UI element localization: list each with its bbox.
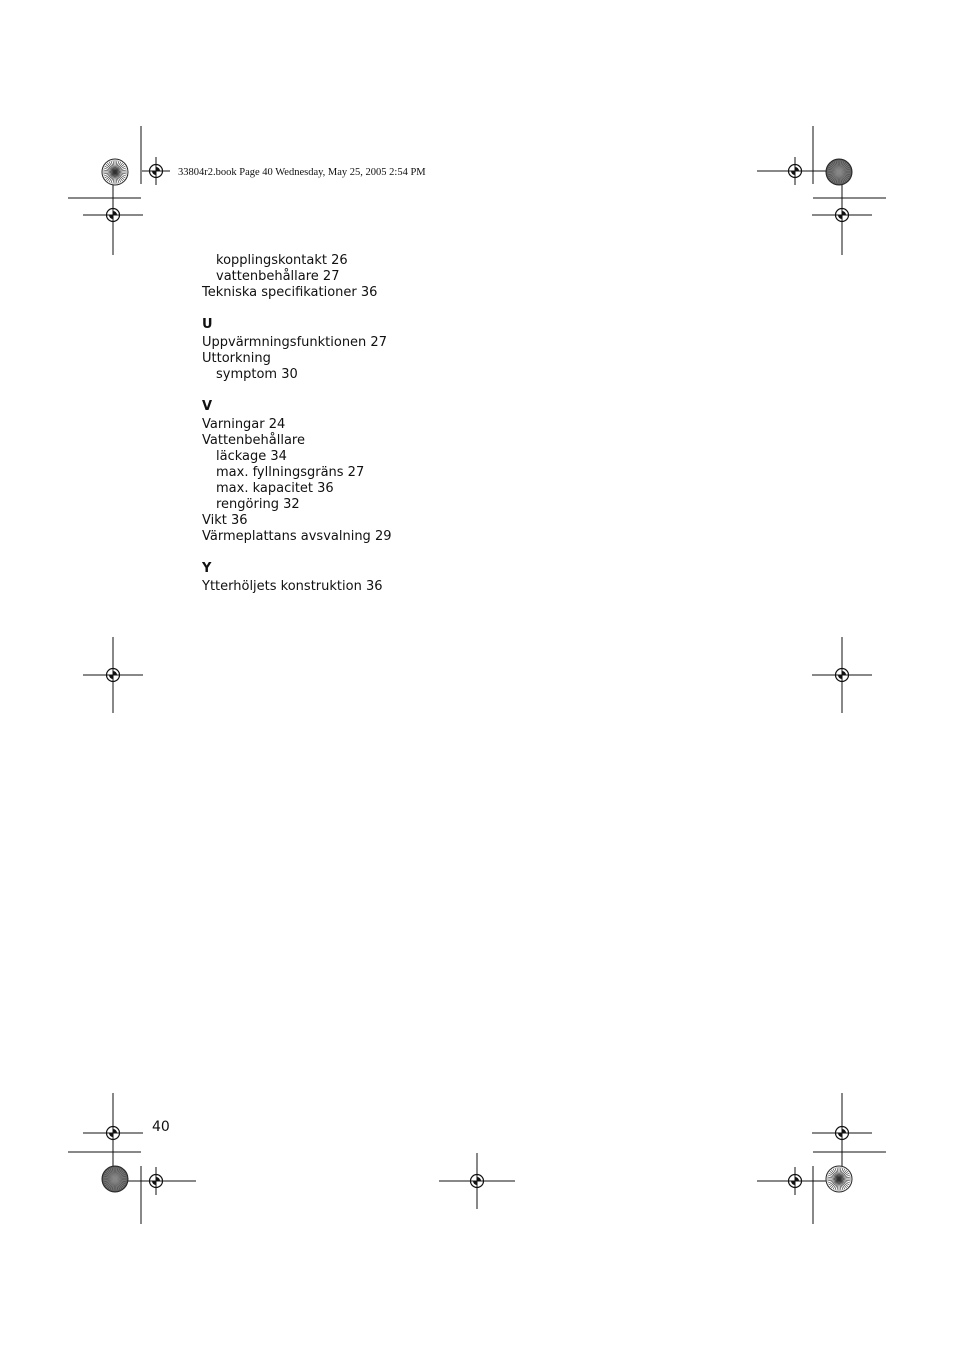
registration-mark-fill (838, 211, 846, 219)
index-subentry: kopplingskontakt 26 (216, 253, 348, 268)
index-list (202, 253, 391, 595)
print-header: 33804r2.book Page 40 Wednesday, May 25, 2005 2:54 PM (178, 167, 426, 178)
index-subentry: vattenbehållare 27 (216, 269, 340, 284)
index-entry: Vattenbehållare (202, 433, 305, 448)
index-subentry: rengöring 32 (216, 497, 300, 512)
page-number: 40 (152, 1119, 170, 1135)
registration-mark-fill (791, 1177, 799, 1185)
index-entry: Varningar 24 (202, 417, 286, 432)
registration-mark-fill (152, 1177, 160, 1185)
index-entry: Vikt 36 (202, 513, 248, 528)
registration-mark-fill (791, 167, 799, 175)
registration-mark-fill (109, 671, 117, 679)
registration-mark-fill (838, 671, 846, 679)
index-subentry: symptom 30 (216, 367, 298, 382)
registration-mark-fill (109, 211, 117, 219)
index-subentry: max. fyllningsgräns 27 (216, 465, 365, 480)
registration-mark-fill (473, 1177, 481, 1185)
index-subentry: läckage 34 (216, 449, 287, 464)
index-subentry: max. kapacitet 36 (216, 481, 334, 496)
index-entry: Uppvärmningsfunktionen 27 (202, 335, 387, 350)
registration-mark-fill (109, 1129, 117, 1137)
index-entry: Tekniska specifikationer 36 (202, 285, 378, 300)
registration-mark-fill (838, 1129, 846, 1137)
index-entry: Värmeplattans avsvalning 29 (202, 529, 392, 544)
index-letter: Y (202, 561, 212, 576)
index-entry: Ytterhöljets konstruktion 36 (202, 579, 383, 594)
index-letter: V (202, 399, 213, 414)
registration-mark-fill (152, 167, 160, 175)
index-entry: Uttorkning (202, 351, 271, 366)
index-letter: U (202, 317, 213, 332)
